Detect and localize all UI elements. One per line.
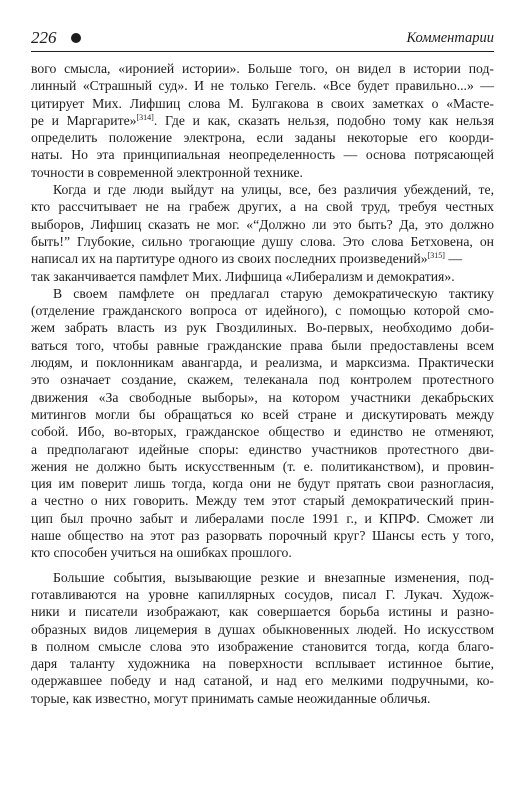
- text-line: ция им поверит лишь тогда, когда они не будут прятать свои разногласия,: [31, 476, 494, 492]
- text-line: кто способен учиться на ошибках прошлого.: [31, 545, 292, 561]
- text-line: линный «Страшный суд». И не только Гегель. «Все будет правильно...» —: [31, 78, 494, 94]
- text-line: кто рассчитывает не на грабеж других, а на свой труд, требуя честных: [31, 199, 494, 215]
- text-line: даря таланту художника на поверхности всплывает истинное бытие,: [31, 656, 494, 672]
- text-line: движения «За свободные выборы», на котором участники декабрьских: [31, 389, 494, 405]
- text-line: [31, 112, 494, 129]
- footnote-ref-314: [314]: [136, 112, 154, 122]
- text-line: собой. Ибо, во-вторых, гражданское общество и единство не отменяют,: [31, 424, 494, 440]
- text-line: Когда и где люди выйдут на улицы, все, без различия убеждений, те,: [53, 182, 494, 198]
- text-line: определить положение электрона, если заданы некоторые его коорди-: [31, 130, 494, 146]
- page-number: 226: [31, 28, 57, 47]
- paragraph-3: [31, 285, 494, 562]
- text-line: ники и писатели изображают, как совершается борьба истины и разно-: [31, 604, 494, 620]
- text-line: цитирует Мих. Лифшиц слова М. Булгакова в своих заметках о «Масте-: [31, 95, 494, 111]
- text-line: Большие события, вызывающие резкие и внезапные изменения, под-: [53, 569, 494, 585]
- text-line: так заканчивается памфлет Мих. Лифшица «Либерализм и демократия».: [31, 268, 455, 284]
- text-line: вого смысла, «иронией истории». Больше того, он видел в истории под-: [31, 61, 494, 76]
- text-segment: ре и Маргарите»: [31, 112, 137, 128]
- text-line: выборов, Лифшиц сказать не мог. «“Должно ли это быть? Да, это должно: [31, 216, 494, 232]
- text-line: митингов могли бы обращаться ко всей стране и дискутировать между: [31, 406, 494, 422]
- paragraph-2: [31, 181, 494, 285]
- bullet-dot-icon: [71, 33, 81, 43]
- paragraph-4: [31, 569, 494, 707]
- text-line: быть!” Глубокие, сильно трогающие душу слова. Это слова Бетховена, он: [31, 233, 494, 249]
- text-line: [31, 250, 494, 267]
- text-segment: написал их на партитуре одного из своих последних произведений»: [31, 251, 428, 267]
- text-line: наты. Но эта принципиальная неопределенность — основа потрясающей: [31, 147, 494, 163]
- header-rule: [31, 51, 494, 52]
- text-line: готавливаются на уровне капиллярных сосудов, писал Г. Лукач. Худож-: [31, 586, 494, 602]
- text-line: образных видов лицемерия в душах обыкновенных людей. Но искусством: [31, 621, 494, 637]
- section-title: Комментарии: [406, 30, 494, 46]
- footnote-ref-315: [315]: [427, 251, 445, 261]
- text-line: одержавшее победу и над сатаной, и над его мелкими подручными, ко-: [31, 673, 494, 689]
- text-line: а предполагают идейные споры: единство участников протестного дви-: [31, 441, 494, 457]
- text-segment: —: [444, 251, 462, 267]
- paragraph-1: [31, 60, 494, 181]
- text-line: наше общество на этот раз разорвать порочный круг? Шансы есть у того,: [31, 528, 494, 544]
- text-line: точности в современной электронной технике.: [31, 164, 303, 180]
- text-line: ваться того, чтобы равные гражданские права были предоставлены всем: [31, 337, 494, 353]
- text-line: жения не должно быть искусственным (т. е. политиканством), и провин-: [31, 458, 494, 474]
- body-text: [31, 60, 494, 707]
- text-line: цип был прочно забыт и либералами после 1991 г., и КПРФ. Сможет ли: [31, 510, 494, 526]
- text-line: это означает создание, скажем, телеканала под контролем протестного: [31, 372, 494, 388]
- text-segment: . Где и как, сказать нельзя, подобно тому как нельзя: [153, 112, 494, 128]
- running-header: [31, 28, 494, 48]
- text-line: торые, как известно, могут принимать самые неожиданные обличья.: [31, 690, 431, 706]
- text-line: в полном смысле слова это изображение становится тогда, когда благо-: [31, 638, 494, 654]
- text-line: жем забрать власть из рук Гвоздилиных. Во-первых, необходимо доби-: [31, 320, 494, 336]
- text-line: (отделение гражданского вопроса от идейного), с помощью которой смо-: [31, 303, 494, 319]
- text-line: В своем памфлете он предлагал старую демократическую тактику: [53, 285, 494, 301]
- text-line: людям, и поклонникам авангарда, и реализма, и марксизма. Практически: [31, 355, 494, 371]
- text-line: а честно о них говорить. Между тем этот старый демократический прин-: [31, 493, 494, 509]
